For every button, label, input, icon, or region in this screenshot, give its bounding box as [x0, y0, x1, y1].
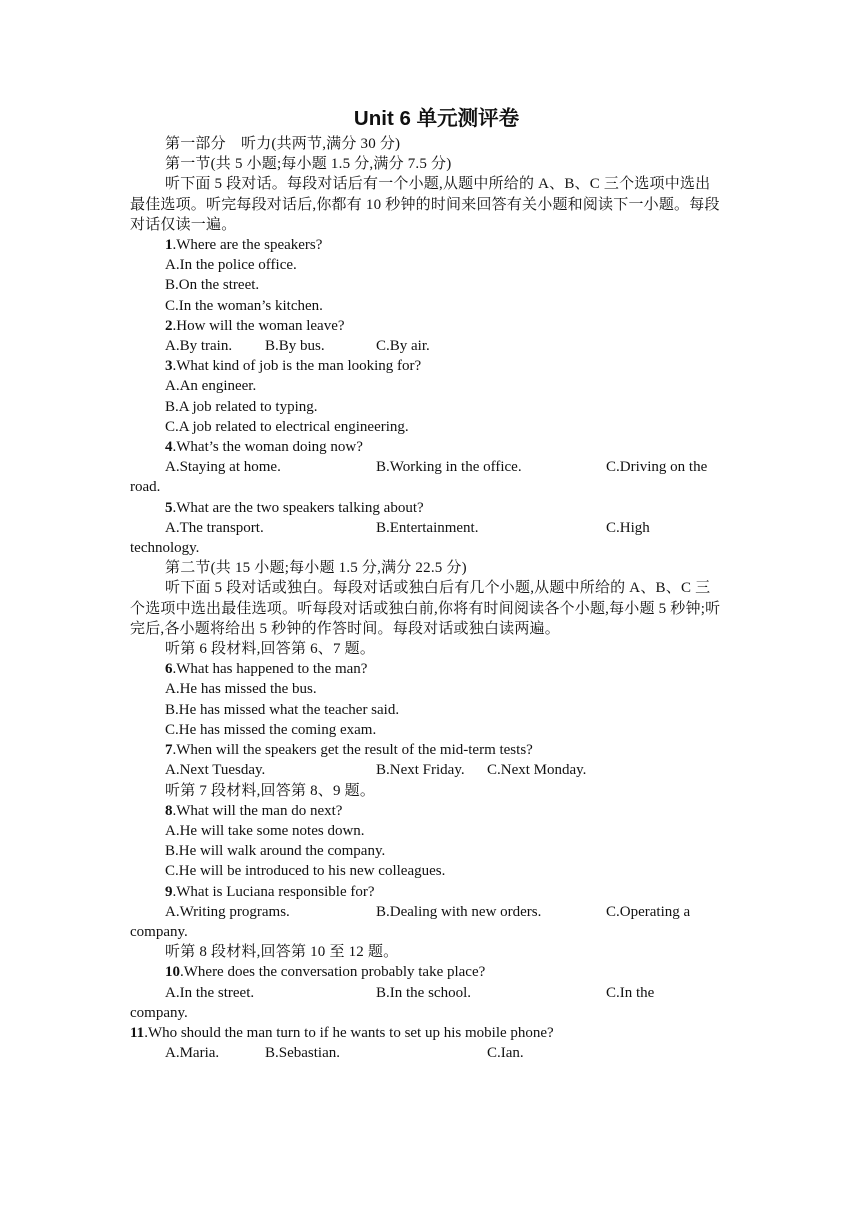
option-10c: C.In the: [606, 984, 655, 1001]
part-header: 第一部分 听力(共两节,满分 30 分): [165, 136, 401, 152]
option-7b: B.Next Friday.: [376, 762, 465, 779]
option-3b: B.A job related to typing.: [165, 398, 318, 415]
options-9: [130, 902, 725, 922]
option-3a: A.An engineer.: [165, 378, 257, 395]
option-7a: A.Next Tuesday.: [165, 762, 266, 779]
question-9: 9.What is Luciana responsible for?: [165, 883, 375, 900]
question-11: 11.Who should the man turn to if he wants to set up his mobile phone?: [130, 1024, 554, 1041]
option-1c: C.In the woman’s kitchen.: [165, 297, 323, 314]
question-8: 8.What will the man do next?: [165, 802, 343, 819]
page-title: Unit 6 单元测评卷: [353, 107, 520, 130]
option-5a: A.The transport.: [165, 519, 264, 536]
question-3: 3.What kind of job is the man looking for?: [165, 358, 422, 375]
question-2: 2.How will the woman leave?: [165, 317, 345, 334]
option-4c-cont: road.: [130, 479, 161, 496]
option-5b: B.Entertainment.: [376, 519, 479, 536]
options-7: [130, 760, 725, 780]
options-11: [130, 1043, 725, 1063]
options-10: [130, 983, 725, 1003]
option-1b: B.On the street.: [165, 277, 260, 294]
section-1-header: 第一节(共 5 小题;每小题 1.5 分,满分 7.5 分): [165, 156, 452, 173]
option-4a: A.Staying at home.: [165, 459, 281, 476]
document-page: [130, 104, 725, 1063]
section-2-instructions: 听下面 5 段对话或独白。每段对话或独白后有几个小题,从题中所给的 A、B、C 三个选项中选出最佳选项。听每段对话或独白前,你将有时间阅读各个小题,每小题 5 秒钟;听完后,各小题将给出 5 秒钟的作答时间。每段对话或独白读两遍。: [130, 580, 721, 637]
option-8a: A.He will take some notes down.: [165, 822, 365, 839]
option-1a: A.In the police office.: [165, 257, 297, 274]
material-7-note: 听第 7 段材料,回答第 8、9 题。: [165, 782, 376, 799]
option-9b: B.Dealing with new orders.: [376, 903, 542, 920]
question-4: 4.What’s the woman doing now?: [165, 439, 363, 456]
material-8-note: 听第 8 段材料,回答第 10 至 12 题。: [165, 944, 399, 961]
option-2c: C.By air.: [376, 338, 430, 355]
question-6: 6.What has happened to the man?: [165, 661, 368, 678]
option-8b: B.He will walk around the company.: [165, 843, 386, 860]
option-5c: C.High: [606, 519, 650, 536]
option-11b: B.Sebastian.: [265, 1045, 340, 1062]
question-7: 7.When will the speakers get the result of the mid-term tests?: [165, 742, 533, 759]
option-6c: C.He has missed the coming exam.: [165, 721, 377, 738]
question-5: 5.What are the two speakers talking about?: [165, 499, 424, 516]
section-2-header: 第二节(共 15 小题;每小题 1.5 分,满分 22.5 分): [165, 560, 467, 577]
option-9a: A.Writing programs.: [165, 903, 290, 920]
option-11a: A.Maria.: [165, 1045, 220, 1062]
option-2b: B.By bus.: [265, 338, 325, 355]
option-8c: C.He will be introduced to his new colleagues.: [165, 863, 446, 880]
option-10a: A.In the street.: [165, 984, 255, 1001]
option-3c: C.A job related to electrical engineering.: [165, 418, 409, 435]
option-9c: C.Operating a: [606, 903, 691, 920]
option-11c: C.Ian.: [487, 1045, 524, 1062]
option-4c: C.Driving on the: [606, 459, 708, 476]
option-9c-cont: company.: [130, 923, 188, 940]
option-7c: C.Next Monday.: [487, 762, 587, 779]
option-4b: B.Working in the office.: [376, 459, 522, 476]
option-10c-cont: company.: [130, 1004, 188, 1021]
option-5c-cont: technology.: [130, 540, 200, 557]
option-10b: B.In the school.: [376, 984, 471, 1001]
option-6b: B.He has missed what the teacher said.: [165, 701, 400, 718]
material-6-note: 听第 6 段材料,回答第 6、7 题。: [165, 641, 376, 658]
section-1-instructions: 听下面 5 段对话。每段对话后有一个小题,从题中所给的 A、B、C 三个选项中选出最佳选项。听完每段对话后,你都有 10 秒钟的时间来回答有关小题和阅读下一小题。每段对话仅读一遍。: [130, 176, 720, 233]
question-10: 10.Where does the conversation probably take place?: [165, 964, 486, 981]
option-2a: A.By train.: [165, 338, 233, 355]
options-2: [130, 336, 725, 356]
option-6a: A.He has missed the bus.: [165, 681, 317, 698]
options-4: [130, 457, 725, 477]
question-1: 1.Where are the speakers?: [165, 237, 323, 254]
options-5: [130, 518, 725, 538]
